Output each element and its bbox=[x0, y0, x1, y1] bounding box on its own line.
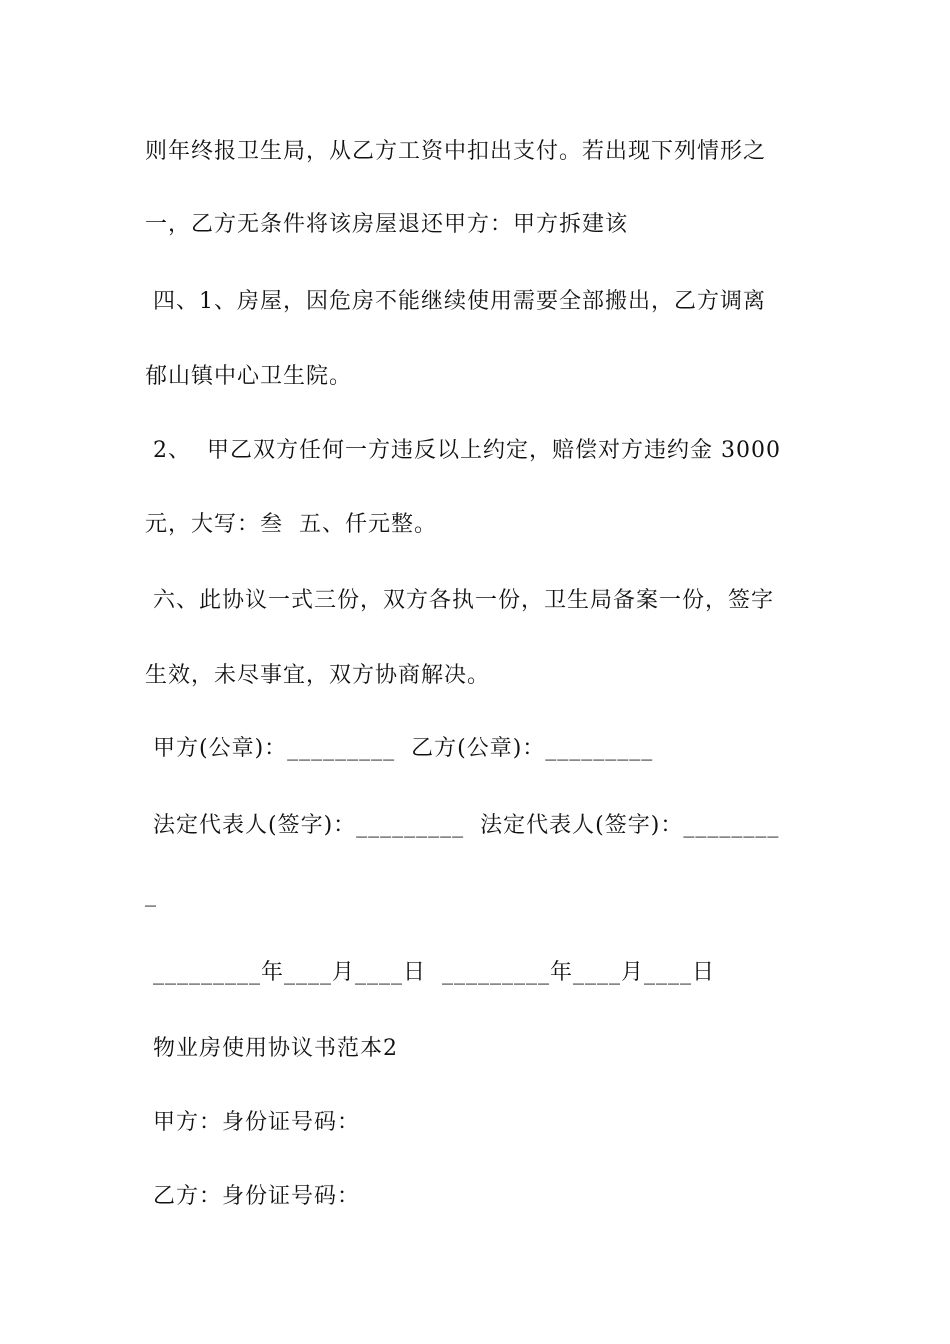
underscore-overflow: _ bbox=[145, 882, 157, 907]
party-b-id-line: 乙方：身份证号码： bbox=[145, 1184, 360, 1209]
section-title: 物业房使用协议书范本2 bbox=[145, 1036, 398, 1061]
clause-six-line: 六、此协议一式三份，双方各执一份，卫生局备案一份，签字 bbox=[145, 588, 774, 613]
paragraph-line: 则年终报卫生局，从乙方工资中扣出支付。若出现下列情形之 bbox=[145, 139, 767, 164]
paragraph-line: 元，大写：叁 五、仟元整。 bbox=[145, 512, 437, 537]
paragraph-line: 郁山镇中心卫生院。 bbox=[145, 364, 353, 389]
paragraph-line: 生效，未尽事宜，双方协商解决。 bbox=[145, 663, 491, 688]
paragraph-line: 一，乙方无条件将该房屋退还甲方：甲方拆建该 bbox=[145, 212, 629, 237]
representative-signature-line: 法定代表人(签字)：_________ 法定代表人(签字)：________ bbox=[145, 813, 780, 838]
clause-four-line: 四、1、房屋，因危房不能继续使用需要全部搬出，乙方调离 bbox=[145, 289, 766, 314]
date-line: _________年____月____日 _________年____月____日 bbox=[145, 960, 715, 985]
party-a-id-line: 甲方：身份证号码： bbox=[145, 1110, 360, 1135]
seal-signature-line: 甲方(公章)：_________ 乙方(公章)：_________ bbox=[145, 736, 654, 761]
clause-two-line: 2、 甲乙双方任何一方违反以上约定，赔偿对方违约金 3000 bbox=[145, 438, 781, 463]
